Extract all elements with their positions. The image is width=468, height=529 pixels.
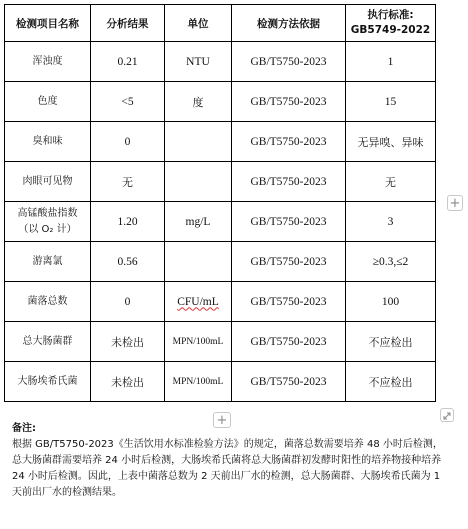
header-method: 检测方法依据 bbox=[232, 5, 346, 42]
row-item-line2: （以 O₂ 计） bbox=[18, 223, 77, 235]
row-standard: 15 bbox=[346, 82, 436, 122]
row-method: GB/T5750-2023 bbox=[232, 42, 346, 82]
add-column-button[interactable] bbox=[447, 195, 463, 211]
header-item: 检测项目名称 bbox=[5, 5, 91, 42]
row-standard: 1 bbox=[346, 42, 436, 82]
row-result: 0.56 bbox=[91, 242, 165, 282]
row-method: GB/T5750-2023 bbox=[232, 162, 346, 202]
header-standard-line2: GB5749-2022 bbox=[350, 24, 431, 36]
row-method: GB/T5750-2023 bbox=[232, 242, 346, 282]
row-standard: 不应检出 bbox=[346, 362, 436, 402]
row-result: 0 bbox=[91, 122, 165, 162]
row-standard: 100 bbox=[346, 282, 436, 322]
row-method: GB/T5750-2023 bbox=[232, 202, 346, 242]
header-standard-line1: 执行标准: bbox=[367, 9, 414, 21]
row-unit-text: CFU/mL bbox=[177, 295, 219, 308]
row-item: 浑浊度 bbox=[5, 42, 91, 82]
row-unit bbox=[165, 162, 232, 202]
row-method: GB/T5750-2023 bbox=[232, 362, 346, 402]
row-unit bbox=[165, 242, 232, 282]
table-row bbox=[5, 162, 436, 202]
plus-icon: + bbox=[449, 196, 461, 211]
table-row bbox=[5, 42, 436, 82]
table-row bbox=[5, 282, 436, 322]
plus-icon: + bbox=[216, 413, 228, 428]
row-unit bbox=[165, 122, 232, 162]
row-result: 未检出 bbox=[91, 322, 165, 362]
row-unit: mg/L bbox=[165, 202, 232, 242]
row-result: 未检出 bbox=[91, 362, 165, 402]
notes-body: 根据 GB/T5750-2023《生活饮用水标准检验方法》的规定，菌落总数需要培养 48 小时后检测，总大肠菌群需要培养 24 小时后检测，大肠埃希氏菌将总大肠菌群初发酵时阳性的培养物接种培养 24 小时后检测。因此，上表中菌落总数为 2 天前出厂水的检测，总大肠菌群、大肠埃希氏菌为 1 天前出厂水的检测结果。 bbox=[12, 439, 443, 498]
row-item: 臭和味 bbox=[5, 122, 91, 162]
results-table-container bbox=[4, 4, 436, 402]
table-row bbox=[5, 122, 436, 162]
row-method: GB/T5750-2023 bbox=[232, 122, 346, 162]
water-quality-table bbox=[4, 4, 436, 402]
row-item: 总大肠菌群 bbox=[5, 322, 91, 362]
row-standard: 无 bbox=[346, 162, 436, 202]
row-result: 1.20 bbox=[91, 202, 165, 242]
row-item-line1: 高锰酸盐指数 bbox=[17, 207, 78, 219]
row-standard: 3 bbox=[346, 202, 436, 242]
notes-section bbox=[12, 421, 452, 501]
row-result: 0 bbox=[91, 282, 165, 322]
row-standard: 不应检出 bbox=[346, 322, 436, 362]
row-standard: ≥0.3,≤2 bbox=[346, 242, 436, 282]
header-unit: 单位 bbox=[165, 5, 232, 42]
table-row bbox=[5, 82, 436, 122]
row-method: GB/T5750-2023 bbox=[232, 322, 346, 362]
header-result: 分析结果 bbox=[91, 5, 165, 42]
row-unit bbox=[165, 282, 232, 322]
row-result: <5 bbox=[91, 82, 165, 122]
table-row bbox=[5, 202, 436, 242]
notes-title: 备注: bbox=[12, 423, 36, 434]
row-unit: NTU bbox=[165, 42, 232, 82]
row-unit: 度 bbox=[165, 82, 232, 122]
row-item bbox=[5, 202, 91, 242]
row-result: 0.21 bbox=[91, 42, 165, 82]
row-standard: 无异嗅、异味 bbox=[346, 122, 436, 162]
table-row bbox=[5, 362, 436, 402]
row-result: 无 bbox=[91, 162, 165, 202]
row-item: 菌落总数 bbox=[5, 282, 91, 322]
row-unit: MPN/100mL bbox=[165, 322, 232, 362]
row-item: 色度 bbox=[5, 82, 91, 122]
table-row bbox=[5, 242, 436, 282]
row-item: 游离氯 bbox=[5, 242, 91, 282]
row-unit: MPN/100mL bbox=[165, 362, 232, 402]
header-standard bbox=[346, 5, 436, 42]
table-header-row bbox=[5, 5, 436, 42]
table-row bbox=[5, 322, 436, 362]
row-item: 肉眼可见物 bbox=[5, 162, 91, 202]
row-method: GB/T5750-2023 bbox=[232, 82, 346, 122]
row-item: 大肠埃希氏菌 bbox=[5, 362, 91, 402]
resize-icon[interactable] bbox=[440, 408, 454, 422]
row-method: GB/T5750-2023 bbox=[232, 282, 346, 322]
